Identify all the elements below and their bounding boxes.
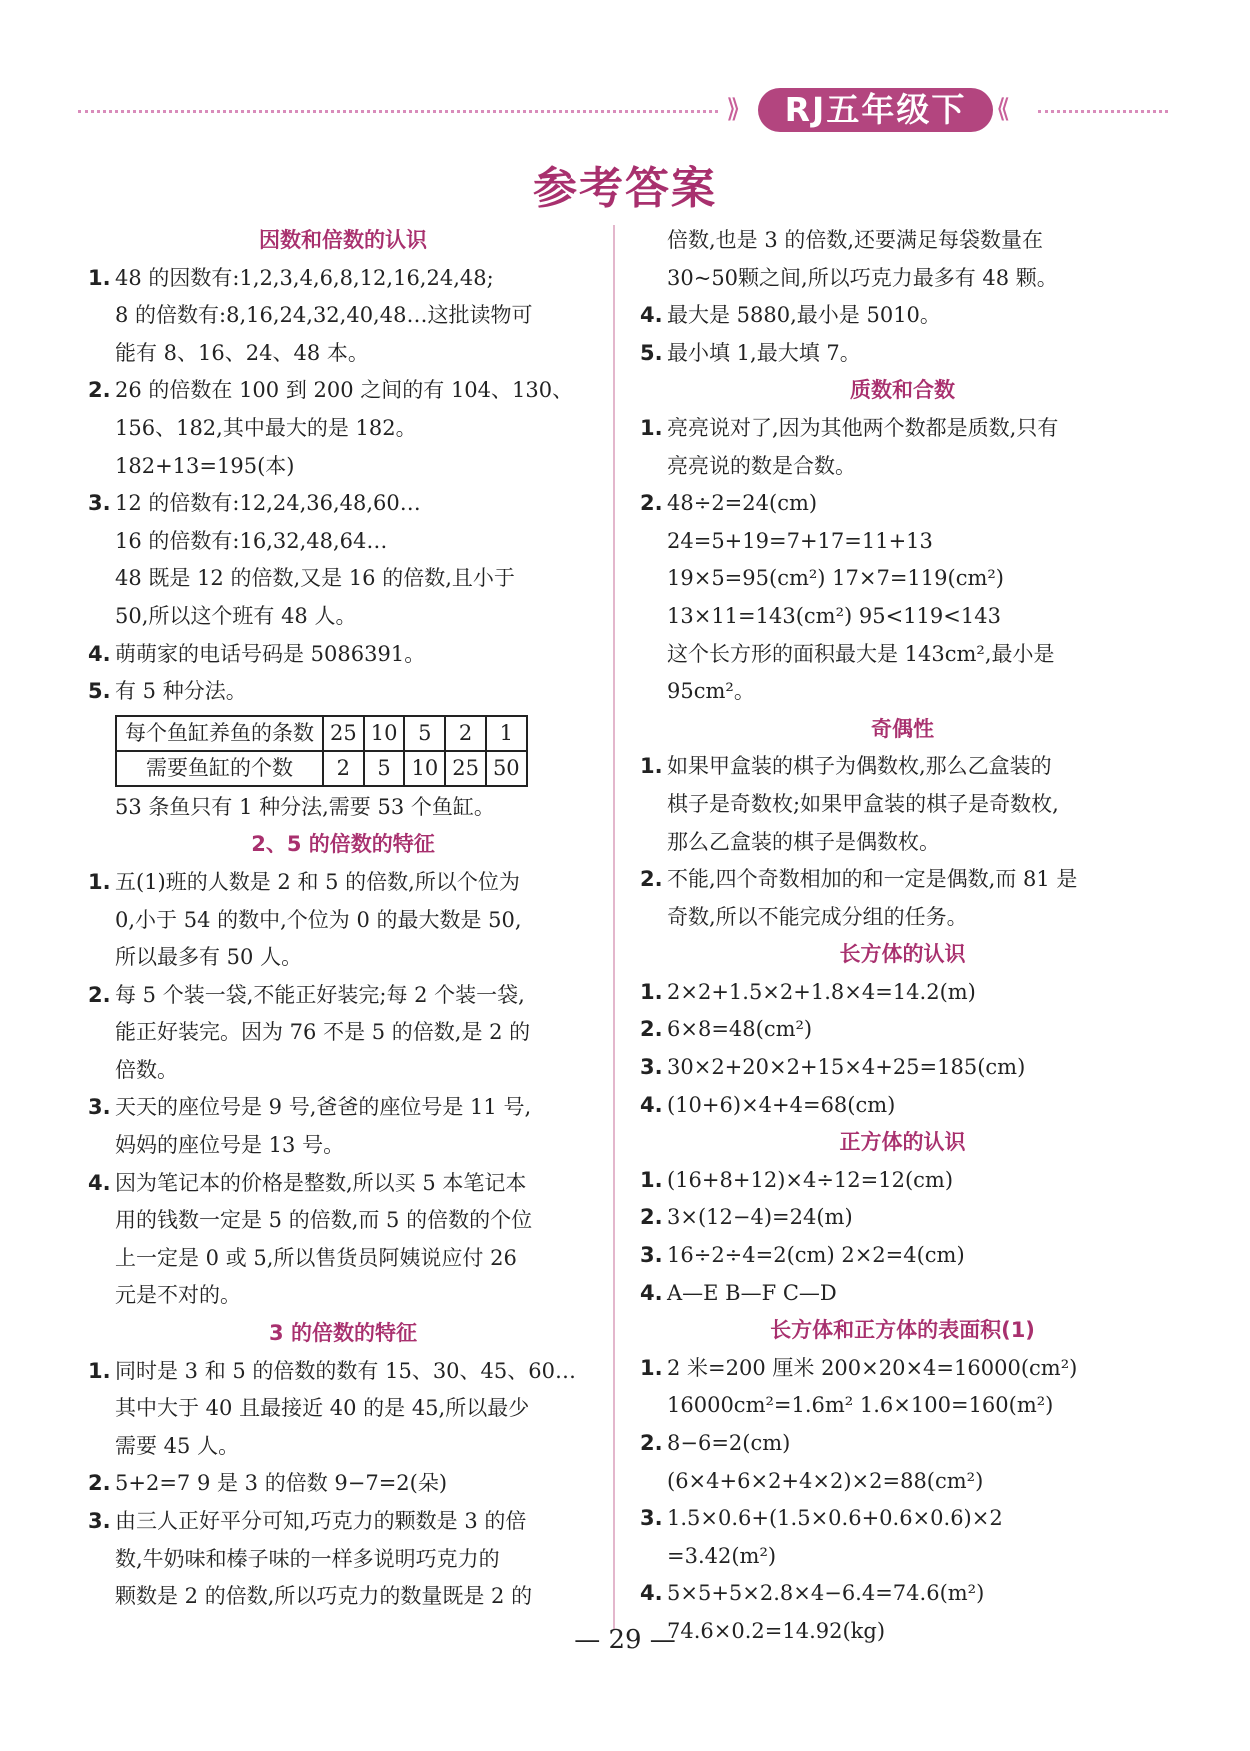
section-heading: 长方体和正方体的表面积(1) <box>770 1318 1035 1343</box>
answer-item: 2. 不能,四个奇数相加的和一定是偶数,而 81 是 奇数,所以不能完成分组的任务。 <box>640 867 1078 929</box>
table-row <box>116 751 527 786</box>
section-heading: 正方体的认识 <box>839 1130 966 1155</box>
page-number: — 29 — <box>574 1625 676 1655</box>
answer-item: 1. 五(1)班的人数是 2 和 5 的倍数,所以个位为 0,小于 54 的数中,个位为 0 的最大数是 50, 所以最多有 50 人。 <box>88 869 522 970</box>
table-cell: 2 <box>445 716 486 751</box>
answer-item: 1. 48 的因数有:1,2,3,4,6,8,12,16,24,48; 8 的倍数有:8,16,24,32,40,48…这批读物可 能有 8、16、24、48 本。 <box>88 265 533 365</box>
answer-item: 2. 每 5 个装一袋,不能正好装完;每 2 个装一袋, 能正好装完。因为 76 不是 5 的倍数,是 2 的 倍数。 <box>88 982 531 1082</box>
section-heading: 奇偶性 <box>871 716 934 741</box>
answer-item: 2. 6×8=48(cm²) <box>640 1017 813 1042</box>
answer-item: 1. 2 米=200 厘米 200×20×4=16000(cm²) 16000cm²=1.6m² 1.6×100=160(m²) <box>640 1355 1078 1418</box>
table-cell: 5 <box>364 751 405 786</box>
table-row <box>116 716 527 751</box>
arrow-ornament-right-icon: ⟪ <box>996 94 1011 124</box>
table-cell: 2 <box>323 751 364 786</box>
answer-item: 5. 有 5 种分法。 <box>88 679 247 704</box>
answer-item: 3. 30×2+20×2+15×4+25=185(cm) <box>640 1055 1026 1080</box>
table-cell: 10 <box>364 716 405 751</box>
page-title: 参考答案 <box>533 163 717 214</box>
arrow-ornament-left-icon: ⟫ <box>726 94 741 124</box>
answer-item: 4. 因为笔记本的价格是整数,所以买 5 本笔记本 用的钱数一定是 5 的倍数,而 5 的倍数的个位 上一定是 0 或 5,所以售货员阿姨说应付 26 元是不对的。 <box>88 1170 533 1308</box>
answer-item: 1. 如果甲盒装的棋子为偶数枚,那么乙盒装的 棋子是奇数枚;如果甲盒装的棋子是奇数枚, 那么乙盒装的棋子是偶数枚。 <box>640 754 1059 854</box>
answer-item: 1. 2×2+1.5×2+1.8×4=14.2(m) <box>640 979 976 1004</box>
answer-item: 4. 萌萌家的电话号码是 5086391。 <box>88 641 426 666</box>
answer-item: 3. 1.5×0.6+(1.5×0.6+0.6×0.6)×2 =3.42(m²) <box>640 1506 1003 1568</box>
answer-item: 2. 48÷2=24(cm) 24=5+19=7+17=11+13 19×5=95(cm²) 17×7=119(cm²) 13×11=143(cm²) 95<119<143 这个长方形的面积最大是 143cm²,最小是 95cm²。 <box>640 491 1055 704</box>
table-cell: 5 <box>404 716 445 751</box>
right-column: 倍数,也是 3 的倍数,还要满足每袋数量在 30~50颗之间,所以巧克力最多有 48 颗。 4. 最大是 5880,最小是 5010。 5. 最小填 1,最大填 7。 质数和合数 1. 亮亮说对了,因为其他两个数都是质数,只有 亮亮说的数是合数。 2. 48÷2=24(cm) 24=5+19=7+17=11+13 19×5=95(cm²) 17×7=119(cm²) 13×11=143(cm²) 95<119<143 这个长方形的面积最大是 143cm²,最小是 95cm²。 奇偶性 1. 如果甲盒装的棋子为偶数枚,那么乙盒装的 棋子是奇数枚;如果甲盒装的棋子是奇数枚, 那么乙盒装的棋子是偶数枚。 2. 不能,四个奇数相加的和一定是偶数,而 81 是 奇数,所以不能完成分组的任务。 长方体的认识 1. 2×2+1.5×2+1.8×4=14.2(m) 2. 6×8=48(cm²) 3. 30×2+20×2+15×4+25=185(cm) 4. (10+6)×4+4=68(cm) 正方体的认识 1. (16+8+12)×4÷12=12(cm) 2. 3×(12−4)=24(m) 3. 16÷2÷4=2(cm) 2×2=4(cm) 4. A—E B—F C—D 长方体和正方体的表面积(1) 1. 2 米=200 厘米 200×20×4=16000(cm²) 16000cm²=1.6m² 1.6×100=160(m²) 2. 8−6=2(cm) (6×4+6×2+4×2)×2=88(cm²) 3. 1.5×0.6+(1.5×0.6+0.6×0.6)×2 =3.42(m²) 4. 5×5+5×2.8×4−6.4=74.6(m²) 74.6×0.2=14.92(kg) <box>640 222 1165 1651</box>
section-heading: 因数和倍数的认识 <box>259 228 427 252</box>
left-column <box>88 222 598 1616</box>
fish-tank-table <box>115 715 528 787</box>
answer-item: 2. 8−6=2(cm) (6×4+6×2+4×2)×2=88(cm²) <box>640 1431 984 1493</box>
dotted-rule-right <box>1038 110 1168 113</box>
section-heading: 长方体的认识 <box>839 942 966 967</box>
table-cell: 25 <box>445 751 486 786</box>
answer-item: 2. 5+2=7 9 是 3 的倍数 9−7=2(朵) <box>88 1471 448 1496</box>
answer-item: 4. (10+6)×4+4=68(cm) <box>640 1092 896 1117</box>
answer-item: 2. 3×(12−4)=24(m) <box>640 1205 853 1230</box>
answer-item: 1. 亮亮说对了,因为其他两个数都是质数,只有 亮亮说的数是合数。 <box>640 415 1059 478</box>
table-cell: 25 <box>323 716 364 751</box>
answer-item: 2. 26 的倍数在 100 到 200 之间的有 104、130、 156、182,其中最大的是 182。 182+13=195(本) <box>88 378 574 478</box>
page-header <box>78 88 1168 128</box>
answer-item: 4. A—E B—F C—D <box>640 1280 837 1305</box>
column-divider <box>613 225 615 1630</box>
answer-item: 4. 最大是 5880,最小是 5010。 <box>640 303 941 328</box>
answer-item: 3. 16÷2÷4=2(cm) 2×2=4(cm) <box>640 1243 965 1268</box>
dotted-rule-left <box>78 110 718 113</box>
grade-badge: RJ五年级下 <box>758 88 993 132</box>
answer-item: 3. 天天的座位号是 9 号,爸爸的座位号是 11 号, 妈妈的座位号是 13 号。 <box>88 1095 532 1158</box>
table-header-cell: 每个鱼缸养鱼的条数 <box>116 716 323 751</box>
section-heading: 3 的倍数的特征 <box>269 1321 417 1346</box>
answer-note: 53 条鱼只有 1 种分法,需要 53 个鱼缸。 <box>115 794 495 819</box>
answer-item: 5. 最小填 1,最大填 7。 <box>640 340 861 365</box>
table-cell: 50 <box>486 751 527 786</box>
table-cell: 10 <box>404 751 445 786</box>
answer-item: 1. (16+8+12)×4÷12=12(cm) <box>640 1167 954 1192</box>
answer-item: 3. 12 的倍数有:12,24,36,48,60… 16 的倍数有:16,32,48,64… 48 既是 12 的倍数,又是 16 的倍数,且小于 50,所以这个班有 48 人。 <box>88 491 515 628</box>
answer-item: 3. 由三人正好平分可知,巧克力的颗数是 3 的倍 数,牛奶味和榛子味的一样多说明巧克力的 颗数是 2 的倍数,所以巧克力的数量既是 2 的 <box>88 1509 533 1609</box>
table-cell: 1 <box>486 716 527 751</box>
section-heading: 2、5 的倍数的特征 <box>251 832 435 857</box>
answer-item: 1. 同时是 3 和 5 的倍数的数有 15、30、45、60… 其中大于 40 且最接近 40 的是 45,所以最少 需要 45 人。 <box>88 1358 576 1458</box>
table-header-cell: 需要鱼缸的个数 <box>116 751 323 786</box>
answer-item: 4. 5×5+5×2.8×4−6.4=74.6(m²) 74.6×0.2=14.92(kg) <box>640 1581 985 1643</box>
section-heading: 质数和合数 <box>850 378 955 403</box>
